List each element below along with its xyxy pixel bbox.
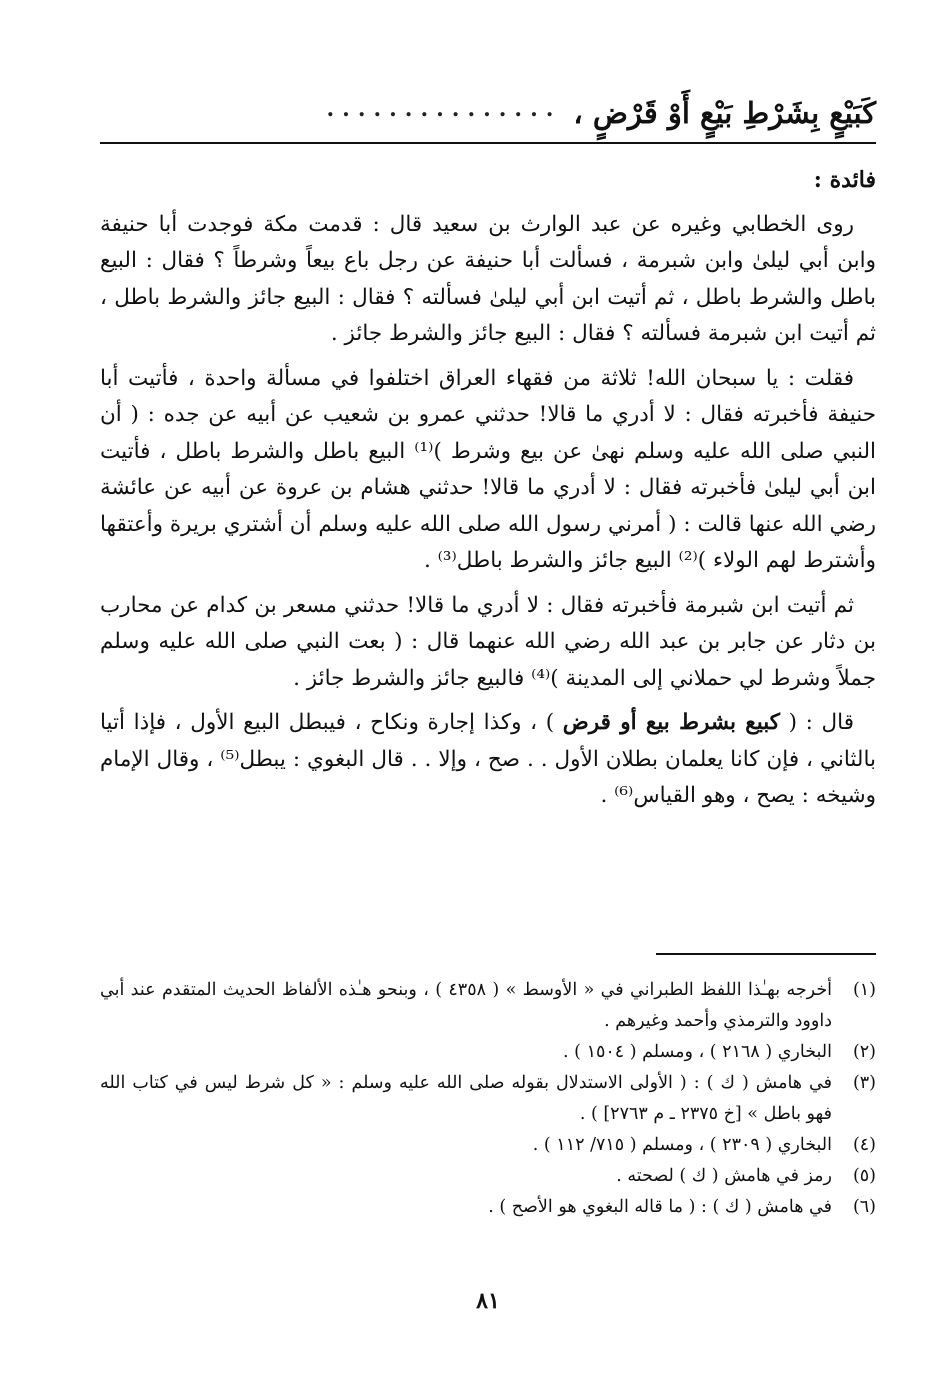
footnote <box>100 1068 876 1130</box>
paragraph: روى الخطابي وغيره عن عبد الوارث بن سعيد قال : قدمت مكة فوجدت أبا حنيفة وابن أبي ليلىٰ وابن شبرمة ، فسألت أبا حنيفة عن رجل باع بيعاً وشرطاً ؟ فقال : البيع باطل والشرط باطل ، ثم أتيت ابن أبي ليلىٰ فسألته ؟ فقال : البيع جائز والشرط باطل ، ثم أتيت ابن شبرمة فسألته ؟ فقال : البيع جائز والشرط جائز . <box>100 211 876 346</box>
running-header <box>100 70 876 130</box>
paragraph: فقلت : يا سبحان الله! ثلاثة من فقهاء العراق اختلفوا في مسألة واحدة ، فأتيت أبا حنيفة فأخبرته فقال : لا أدري ما قالا! حدثني عمرو بن شعيب عن أبيه عن جده : ( أن النبي صلى الله عليه وسلم نهىٰ عن بيع وشرط )⁽¹⁾ البيع باطل والشرط باطل ، فأتيت ابن أبي ليلىٰ فأخبرته فقال : لا أدري ما قالا! حدثني هشام بن عروة عن أبيه عن عائشة رضي الله عنها قالت : ( أمرني رسول الله صلى الله عليه وسلم أن أشتري بريرة وأعتقها وأشترط لهم الولاء )⁽²⁾ البيع جائز والشرط باطل⁽³⁾ . <box>100 365 876 573</box>
footnote <box>100 1130 876 1161</box>
leader-dots: ............... <box>326 96 562 122</box>
page-number: ٨١ <box>476 1288 500 1314</box>
footnote <box>100 975 876 1037</box>
main-text <box>100 162 876 823</box>
paragraph <box>100 705 876 815</box>
footnote-text: البخاري ( ٢٣٠٩ ) ، ومسلم ( ٧١٥/ ١١٢ ) . <box>532 1135 832 1155</box>
paragraph-rest: ) ، وكذا إجارة ونكاح ، فيبطل البيع الأول ، فإذا أتيا بالثاني ، فإن كانا يعلمان بطلان الأول . . صح ، وإلا . . قال البغوي : يبطل⁽⁵⁾ ، وقال الإمام وشيخه : يصح ، وهو القياس⁽⁶⁾ . <box>100 710 876 808</box>
footnote-number: (٥) <box>852 1166 876 1186</box>
footnote <box>100 1192 876 1223</box>
footnote-number: (٤) <box>852 1135 876 1155</box>
footnote-text: أخرجه بهـٰذا اللفظ الطبراني في « الأوسط » ( ٤٣٥٨ ) ، وبنحو هـٰذه الألفاظ الحديث المتقدم عند أبي داوود والترمذي وأحمد وغيرهم . <box>100 980 832 1031</box>
header-rule <box>100 142 876 144</box>
footnote <box>100 1037 876 1068</box>
footnotes <box>100 975 876 1223</box>
matn-quote: كبيع بشرط بيع أو قرض <box>562 710 780 735</box>
footnote-number: (٦) <box>852 1197 876 1217</box>
book-page <box>100 0 876 1377</box>
footnote-number: (١) <box>852 980 876 1000</box>
footnote-number: (٣) <box>852 1073 876 1093</box>
footnote <box>100 1161 876 1192</box>
running-title: كَبَيْعٍ بِشَرْطِ بَيْعٍ أَوْ قَرْضٍ ، <box>573 96 876 130</box>
paragraph: ثم أتيت ابن شبرمة فأخبرته فقال : لا أدري ما قالا! حدثني مسعر بن كدام عن محارب بن دثار عن جابر بن عبد الله رضي الله عنهما قال : ( بعت النبي صلى الله عليه وسلم جملاً وشرط لي حملاني إلى المدينة )⁽⁴⁾ فالبيع جائز والشرط جائز . <box>100 592 876 691</box>
footnote-text: في هامش ( ك ) : ( الأولى الاستدلال بقوله صلى الله عليه وسلم : « كل شرط ليس في كتاب الله فهو باطل » [خ ٢٣٧٥ ـ م ٢٧٦٣] ) . <box>100 1073 832 1124</box>
footnote-number: (٢) <box>852 1042 876 1062</box>
paragraph-lead: قال : ( <box>788 710 854 735</box>
section-heading: فائدة : <box>813 167 876 193</box>
footnote-text: البخاري ( ٢١٦٨ ) ، ومسلم ( ١٥٠٤ ) . <box>563 1042 832 1062</box>
footnote-rule <box>656 953 876 955</box>
footnote-text: في هامش ( ك ) : ( ما قاله البغوي هو الأصح ) . <box>488 1197 832 1217</box>
footnote-text: رمز في هامش ( ك ) لصحته . <box>616 1166 832 1186</box>
